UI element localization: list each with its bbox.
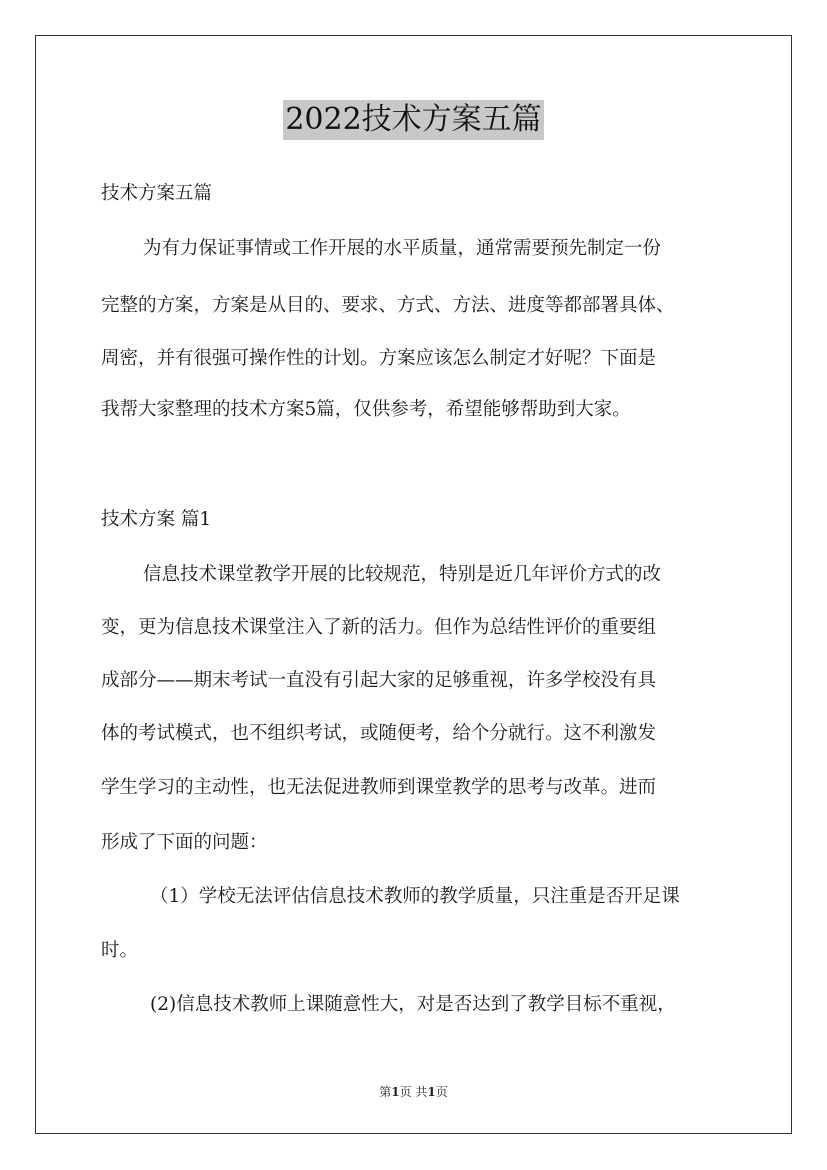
section-line: 变，更为信息技术课堂注入了新的活力。但作为总结性评价的重要组	[101, 617, 657, 638]
footer-page-total: 1	[427, 1085, 436, 1099]
footer-suffix: 页	[435, 1085, 448, 1099]
section-line: 成部分——期末考试一直没有引起大家的足够重视，许多学校没有具	[101, 670, 657, 691]
intro-line: 周密，并有很强可操作性的计划。方案应该怎么制定才好呢？下面是	[101, 348, 657, 369]
section-line: 形成了下面的问题：	[101, 832, 268, 853]
intro-line: 为有力保证事情或工作开展的水平质量，通常需要预先制定一份	[143, 238, 662, 259]
section-line: 学生学习的主动性，也无法促进教师到课堂教学的思考与改革。进而	[101, 777, 657, 798]
intro-line: 我帮大家整理的技术方案5篇，仅供参考，希望能够帮助到大家。	[101, 399, 631, 420]
intro-line: 完整的方案，方案是从目的、要求、方式、方法、进度等都部署具体、	[101, 295, 675, 316]
subtitle: 技术方案五篇	[101, 183, 213, 204]
footer-page-number: 1	[391, 1085, 400, 1099]
list-item-line: （1）学校无法评估信息技术教师的教学质量，只注重是否开足课	[150, 886, 680, 907]
page-footer	[0, 1083, 827, 1100]
section-heading: 技术方案 篇1	[101, 509, 212, 530]
title-container	[0, 100, 827, 140]
section-line: 体的考试模式，也不组织考试，或随便考，给个分就行。这不利激发	[101, 723, 657, 744]
list-item-line: 时。	[101, 940, 139, 961]
document-title: 2022技术方案五篇	[283, 100, 543, 140]
section-line: 信息技术课堂教学开展的比较规范，特别是近几年评价方式的改	[143, 564, 662, 585]
footer-mid: 页 共	[399, 1085, 428, 1099]
footer-prefix: 第	[379, 1085, 392, 1099]
list-item-line: (2)信息技术教师上课随意性大，对是否达到了教学目标不重视，	[150, 994, 676, 1015]
